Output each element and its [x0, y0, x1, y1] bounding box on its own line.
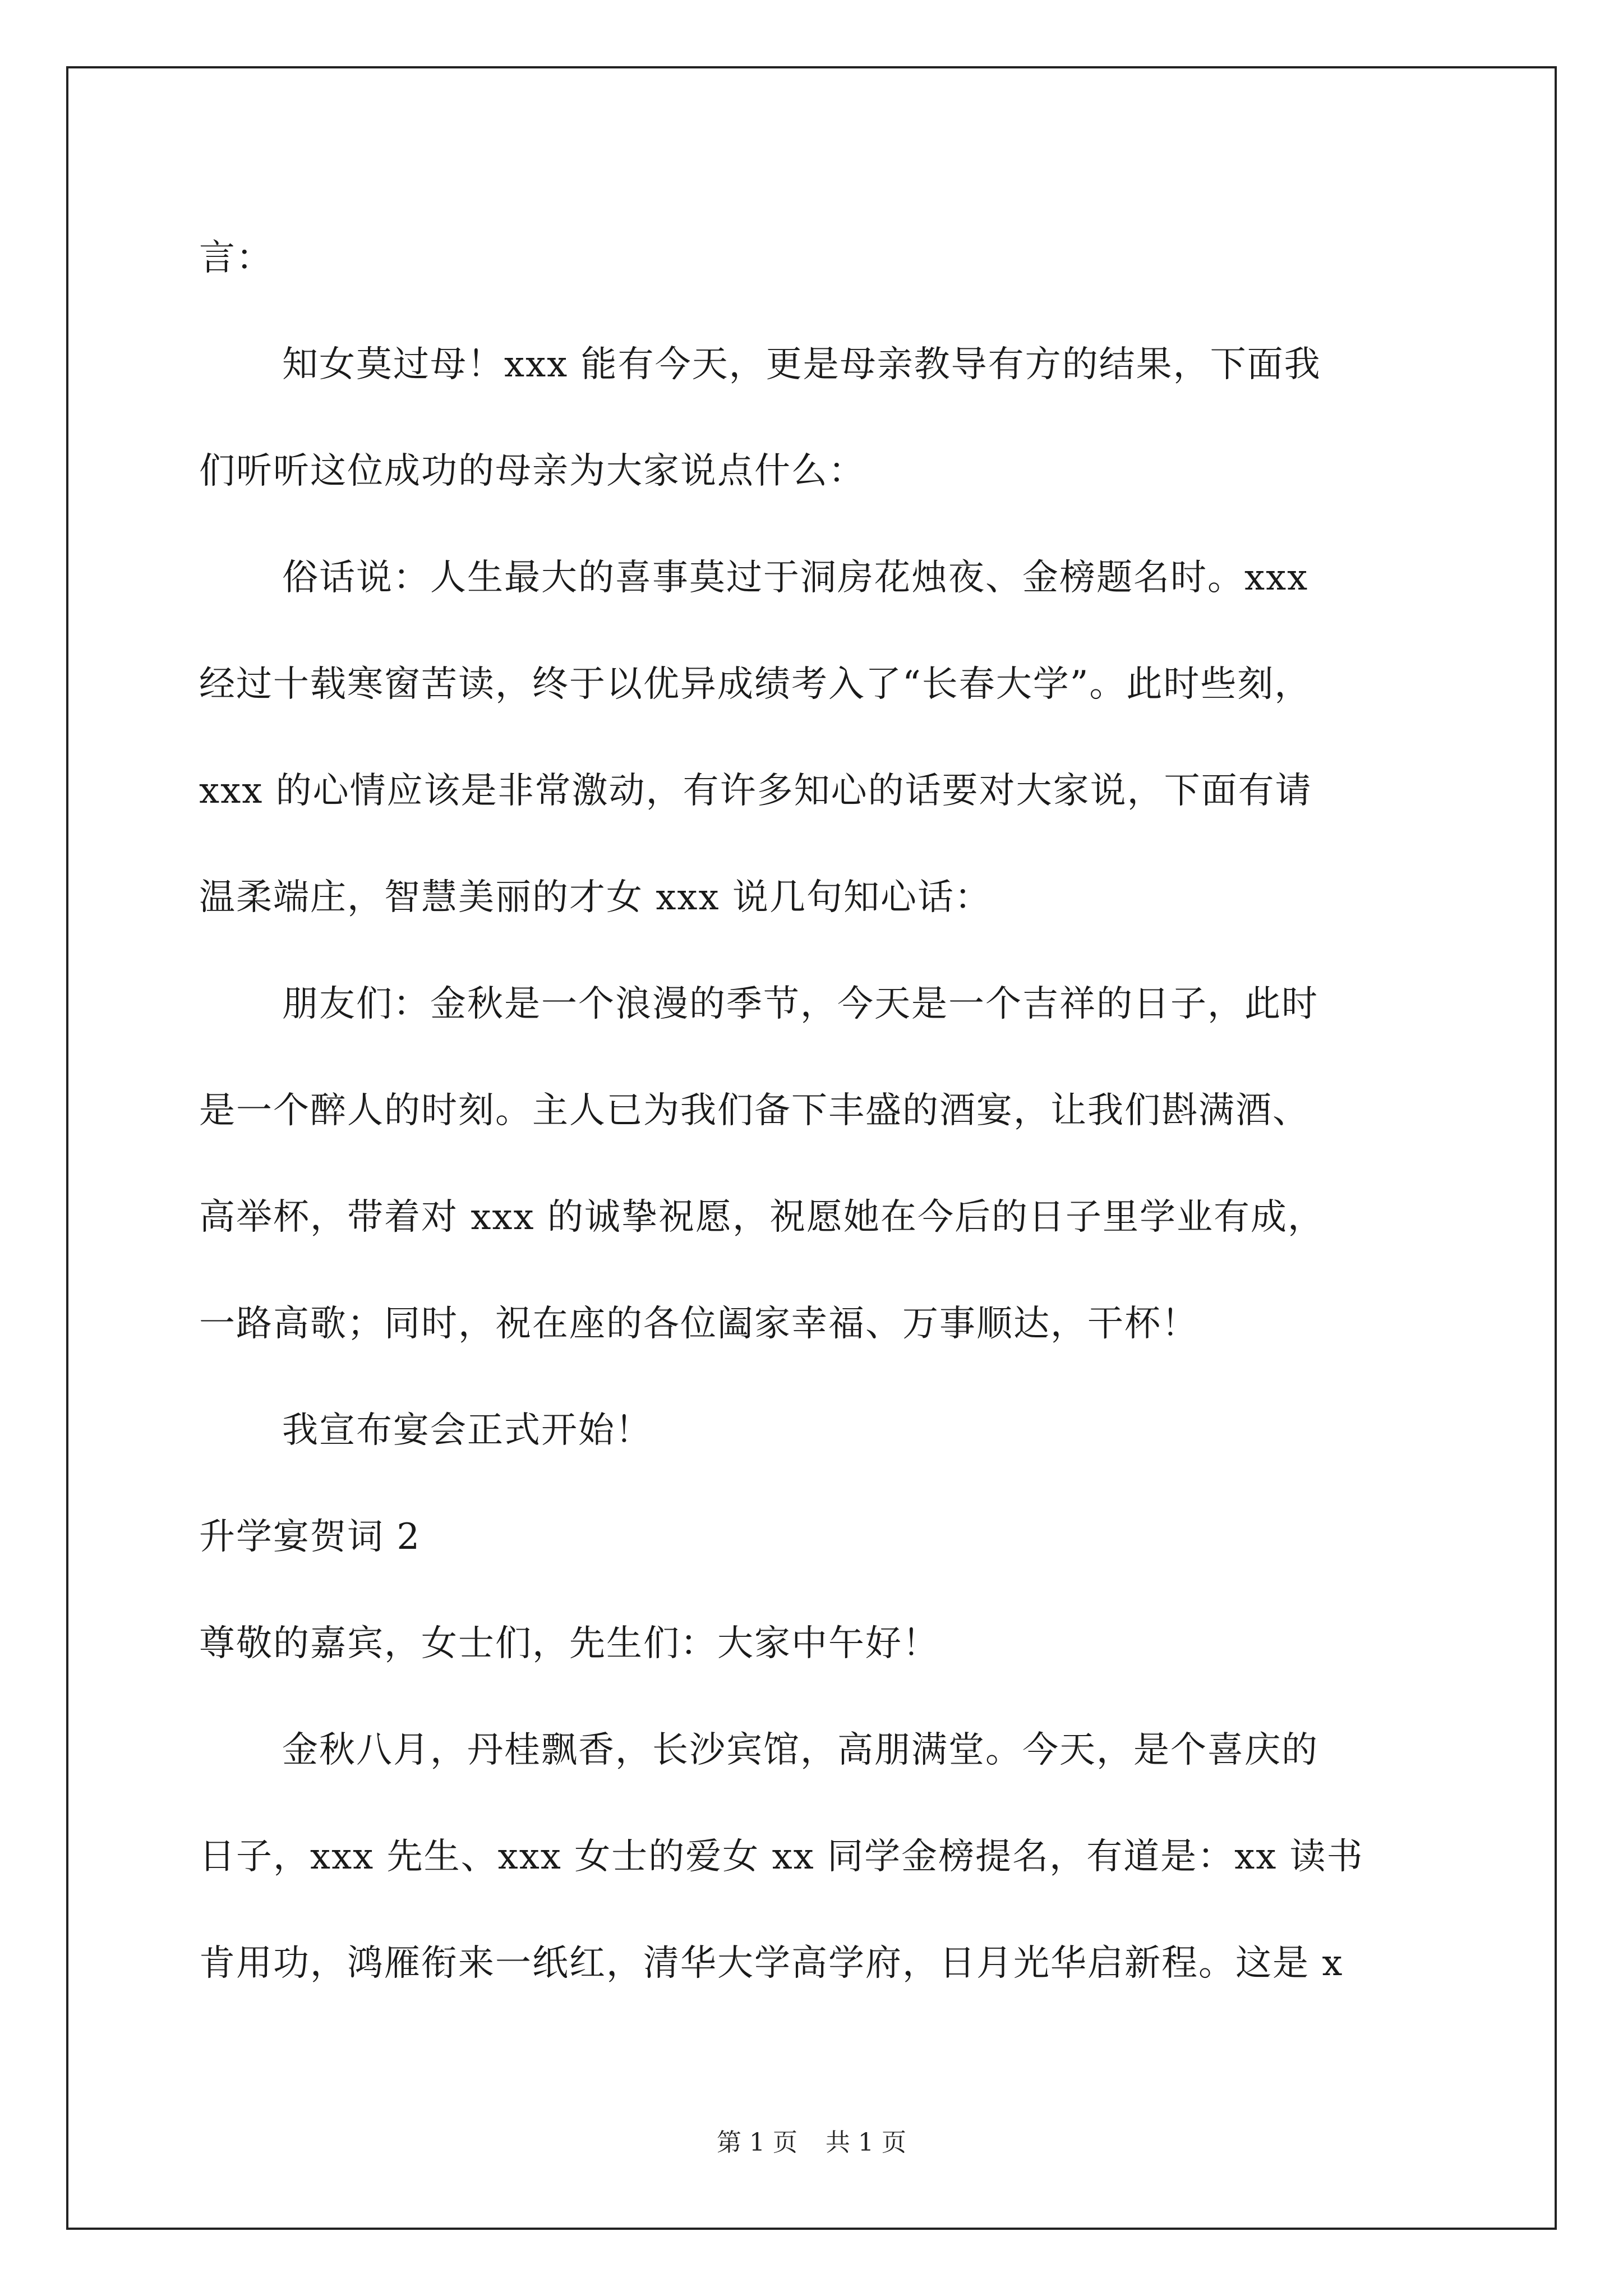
text-line: xxx 的心情应该是非常激动，有许多知心的话要对大家说，下面有请: [199, 770, 1312, 812]
text-line: 经过十载寒窗苦读，终于以优异成绩考入了“长春大学”。此时些刻，: [199, 664, 1312, 705]
text-line: 朋友们：金秋是一个浪漫的季节，今天是一个吉祥的日子，此时: [282, 983, 1318, 1025]
text-line: 高举杯，带着对 xxx 的诚挚祝愿，祝愿她在今后的日子里学业有成，: [199, 1197, 1325, 1238]
text-line: 我宣布宴会正式开始！: [282, 1410, 652, 1451]
text-line: 言：: [199, 237, 273, 279]
page-footer: [0, 2126, 1623, 2160]
text-line: 知女莫过母！xxx 能有今天，更是母亲教导有方的结果，下面我: [282, 344, 1321, 385]
text-line: 是一个醉人的时刻。主人已为我们备下丰盛的酒宴，让我们斟满酒、: [199, 1090, 1310, 1131]
text-line: 俗话说：人生最大的喜事莫过于洞房花烛夜、金榜题名时。xxx: [282, 557, 1309, 599]
text-line: 温柔端庄，智慧美丽的才女 xxx 说几句知心话：: [199, 877, 992, 918]
text-line: 日子，xxx 先生、xxx 女士的爱女 xx 同学金榜提名，有道是：xx 读书: [199, 1836, 1364, 1878]
document-body: [199, 205, 1455, 2017]
text-line: 们听听这位成功的母亲为大家说点什么：: [199, 450, 865, 492]
text-line: 一路高歌；同时，祝在座的各位阖家幸福、万事顺达，干杯！: [199, 1303, 1198, 1345]
text-line: 肯用功，鸿雁衔来一纸红，清华大学高学府，日月光华启新程。这是 x: [199, 1943, 1344, 1984]
page-total: 共 1 页: [826, 2128, 906, 2157]
page-number: 第 1 页: [717, 2128, 797, 2157]
section-heading: 升学宴贺词 2: [199, 1516, 421, 1558]
text-line: 金秋八月，丹桂飘香，长沙宾馆，高朋满堂。今天，是个喜庆的: [282, 1729, 1318, 1771]
text-line: 尊敬的嘉宾，女士们，先生们：大家中午好！: [199, 1623, 939, 1664]
